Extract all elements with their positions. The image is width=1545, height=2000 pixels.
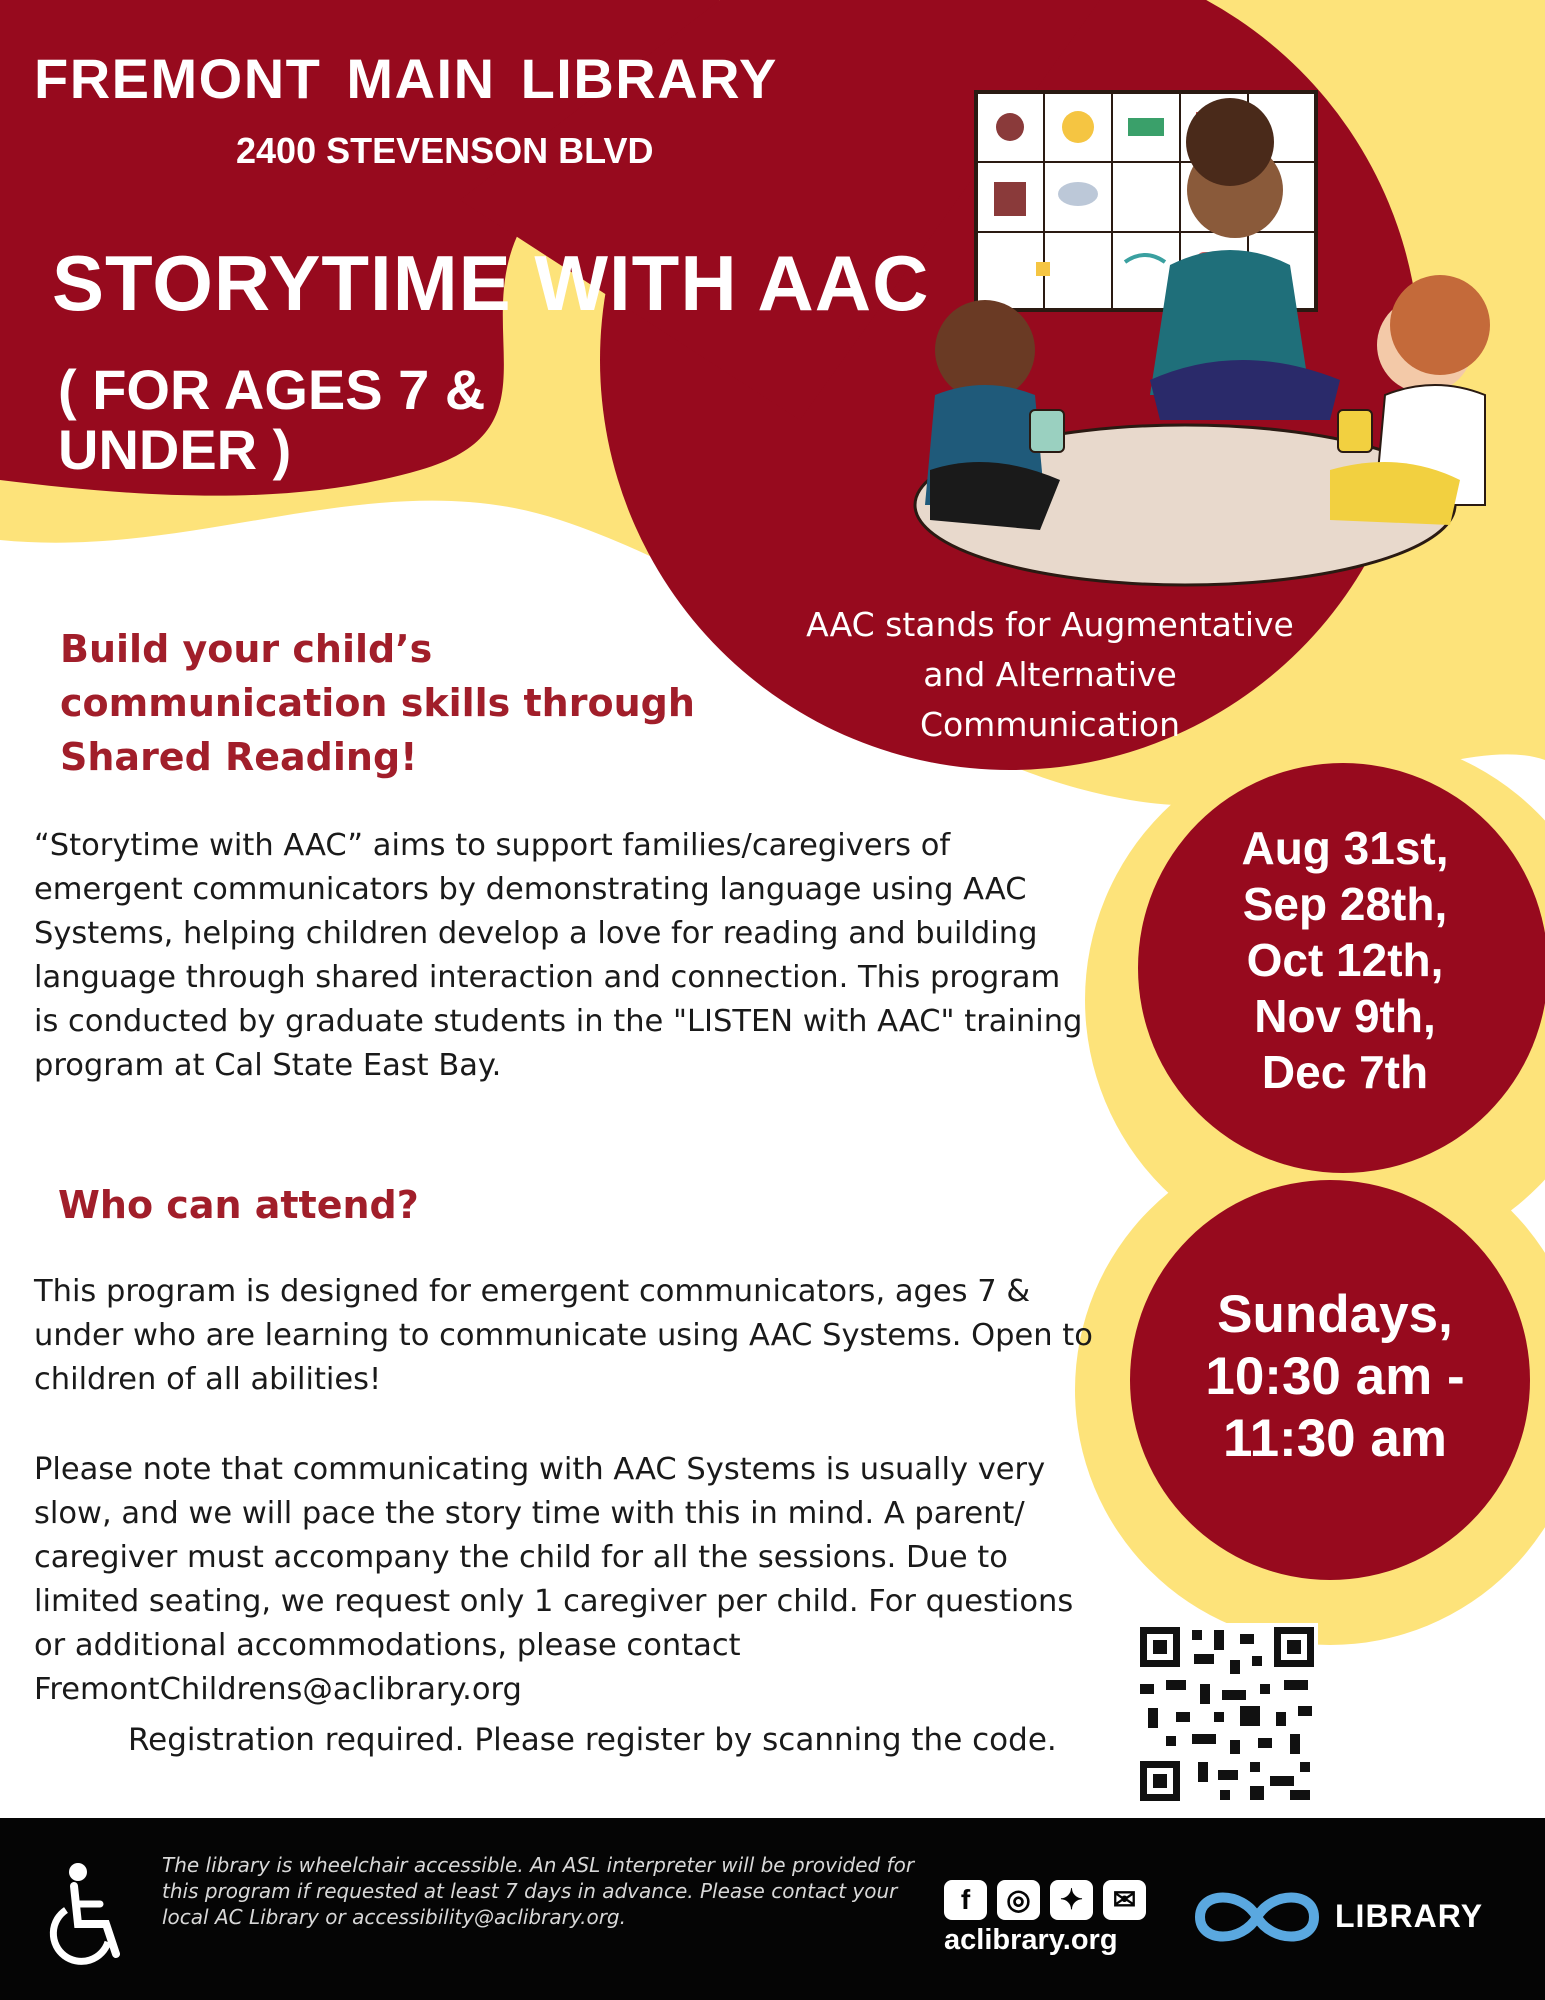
twitter-icon[interactable]: ✦ (1050, 1880, 1093, 1920)
date-3: Oct 12th, (1246, 934, 1444, 986)
library-name: FREMONT MAIN LIBRARY (34, 47, 778, 110)
age-range: ( FOR AGES 7 & UNDER ) (58, 358, 486, 481)
library-address: 2400 STEVENSON BLVD (236, 130, 654, 171)
website-link[interactable]: aclibrary.org (944, 1924, 1118, 1956)
facebook-icon[interactable]: f (944, 1880, 987, 1920)
library-logo-label: LIBRARY (1335, 1898, 1484, 1934)
program-description: “Storytime with AAC” aims to support families/caregivers of emergent communicators by demonstrating language using AAC Systems, helping children develop a love for reading and building language through shared interaction and connection. This program is conducted by graduate students in the "LISTEN with AAC" training program at Cal State East Bay. (34, 828, 1083, 1083)
event-dates (1160, 820, 1530, 1100)
time-line-3: 11:30 am (1223, 1409, 1447, 1468)
note-text: Please note that communicating with AAC Systems is usually very slow, and we will pace the story time with this in mind. A parent/ caregiver must accompany the child for all the sessions. Due to limited seating, we request only 1 caregiver per child. For questions or additional accommodations, please contact FremontChildrens@aclibrary.org (34, 1452, 1074, 1707)
tagline: Build your child’s communication skills through Shared Reading! (60, 627, 695, 779)
date-2: Sep 28th, (1242, 878, 1448, 930)
event-time (1150, 1284, 1520, 1470)
time-line-1: Sundays, (1217, 1285, 1453, 1344)
accessibility-note: The library is wheelchair accessible. An ASL interpreter will be provided for this program if requested at least 7 days in advance. Please contact your local AC Library or accessibility@aclibrary.org. (162, 1853, 915, 1929)
aac-definition: AAC stands for Augmentative and Alternative Communication (806, 605, 1294, 744)
wheelchair-icon (44, 1862, 134, 1972)
instagram-icon[interactable]: ◎ (997, 1880, 1040, 1920)
who-heading: Who can attend? (58, 1183, 419, 1227)
who-text: This program is designed for emergent communicators, ages 7 & under who are learning to communicate using AAC Systems. Open to children of all abilities! (34, 1274, 1093, 1397)
email-icon[interactable]: ✉ (1103, 1880, 1146, 1920)
date-4: Nov 9th, (1254, 990, 1436, 1042)
qr-code (1136, 1623, 1318, 1805)
time-line-2: 10:30 am - (1205, 1347, 1465, 1406)
event-title: STORYTIME WITH AAC (52, 239, 930, 327)
registration-text: Registration required. Please register by scanning the code. (128, 1722, 1057, 1758)
infinity-logo-icon (1192, 1886, 1322, 1948)
social-icons (944, 1880, 1148, 1920)
date-5: Dec 7th (1261, 1046, 1429, 1098)
date-1: Aug 31st, (1241, 822, 1449, 874)
